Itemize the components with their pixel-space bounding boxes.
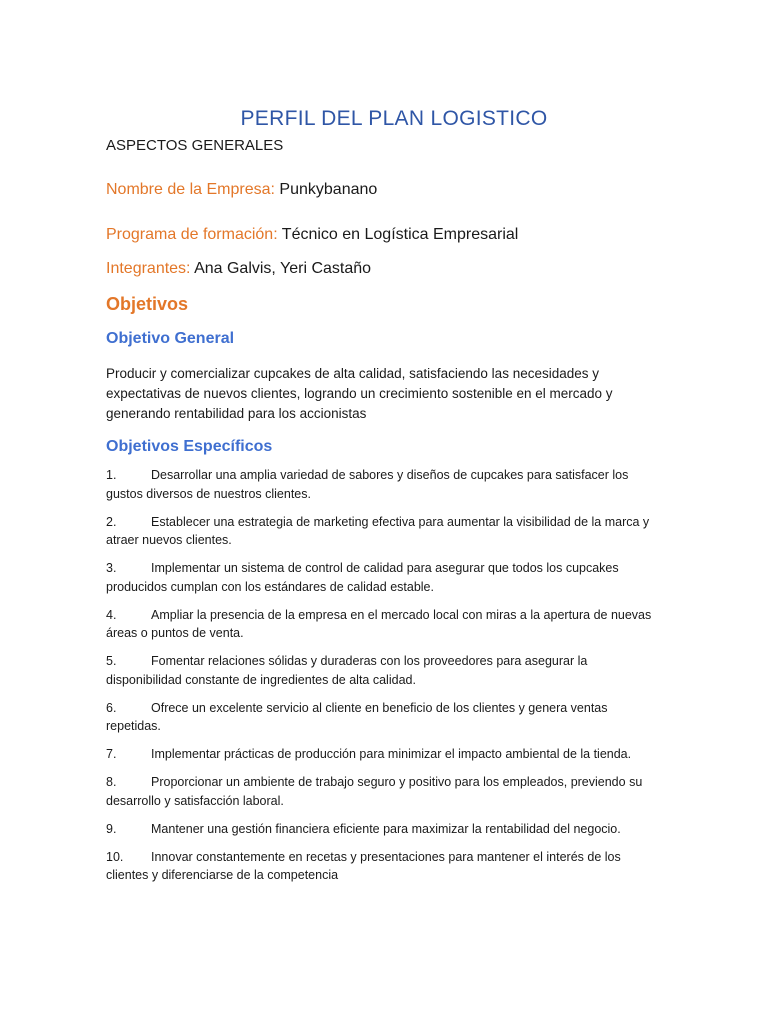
document-title: PERFIL DEL PLAN LOGISTICO <box>240 107 548 130</box>
list-item-number: 7. <box>106 747 117 761</box>
heading-objetivos-especificos: Objetivos Específicos <box>106 438 273 455</box>
field-program <box>106 224 662 246</box>
list-item <box>106 699 662 736</box>
list-item-text: Mantener una gestión financiera eficiente para maximizar la rentabilidad del negocio. <box>151 821 621 836</box>
heading-objetivos: Objetivos <box>106 294 189 314</box>
list-item-text: Innovar constantemente en recetas y presentaciones para mantener el interés de los clientes y diferenciarse de la competencia <box>106 849 621 882</box>
list-item-number: 2. <box>106 514 117 529</box>
field-company-value: Punkybanano <box>279 181 378 198</box>
list-item <box>106 773 662 810</box>
list-item-number: 6. <box>106 700 117 715</box>
section-label: ASPECTOS GENERALES <box>106 137 284 154</box>
list-item-text: Implementar prácticas de producción para minimizar el impacto ambiental de la tienda. <box>151 747 632 761</box>
list-item <box>106 559 662 596</box>
list-item <box>106 652 662 689</box>
list-item <box>106 606 662 643</box>
list-item <box>106 820 662 839</box>
list-item-text: Ampliar la presencia de la empresa en el mercado local con miras a la apertura de nuevas áreas o puntos de venta. <box>106 607 652 640</box>
list-item-text: Implementar un sistema de control de calidad para asegurar que todos los cupcakes producidos cumplan con los estándares de calidad estable. <box>106 561 619 594</box>
list-item-text: Desarrollar una amplia variedad de sabores y diseños de cupcakes para satisfacer los gustos diversos de nuestros clientes. <box>106 468 629 501</box>
list-item-number: 5. <box>106 654 117 668</box>
list-item-number: 4. <box>106 607 117 622</box>
list-item-text: Ofrece un excelente servicio al cliente en beneficio de los clientes y genera ventas repetidas. <box>106 700 608 733</box>
list-item-text: Establecer una estrategia de marketing efectiva para aumentar la visibilidad de la marca y atraer nuevos clientes. <box>106 514 650 547</box>
list-item <box>106 513 662 550</box>
field-members-label: Integrantes: <box>106 260 191 277</box>
list-item <box>106 848 662 885</box>
list-item <box>106 466 662 503</box>
list-item-number: 8. <box>106 775 117 789</box>
field-program-value: Técnico en Logística Empresarial <box>281 226 519 243</box>
list-item <box>106 745 662 764</box>
list-item-number: 1. <box>106 468 117 482</box>
list-item-number: 10. <box>106 849 124 864</box>
general-objective-text: Producir y comercializar cupcakes de alta calidad, satisfaciendo las necesidades y expectativas de nuevos clientes, logrando un crecimiento sostenible en el mercado y generando rentabilidad para los accionistas <box>106 366 613 421</box>
field-members <box>106 258 662 280</box>
document-body <box>106 104 662 894</box>
field-company <box>106 179 662 201</box>
list-item-text: Proporcionar un ambiente de trabajo seguro y positivo para los empleados, previendo su desarrollo y satisfacción laboral. <box>106 775 643 808</box>
objectives-list <box>106 466 662 885</box>
list-item-number: 3. <box>106 561 117 575</box>
list-item-text: Fomentar relaciones sólidas y duraderas con los proveedores para asegurar la disponibilidad constante de ingredientes de alta calidad. <box>106 654 588 687</box>
heading-objetivo-general: Objetivo General <box>106 330 235 347</box>
field-program-label: Programa de formación: <box>106 226 278 243</box>
field-members-value: Ana Galvis, Yeri Castaño <box>194 260 372 277</box>
list-item-number: 9. <box>106 821 117 836</box>
field-company-label: Nombre de la Empresa: <box>106 181 275 198</box>
